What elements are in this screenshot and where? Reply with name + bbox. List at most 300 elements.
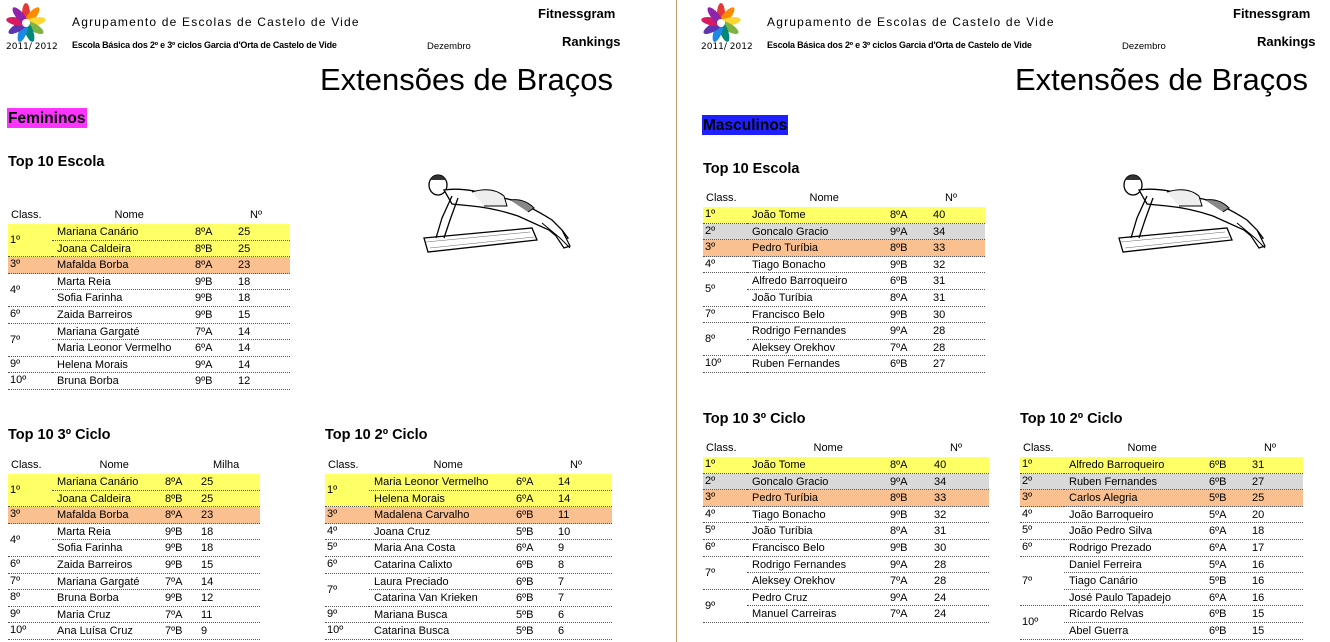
class-name: 7ºA — [890, 341, 908, 354]
score-value: 25 — [1252, 492, 1265, 505]
ranking-table-ciclo3 — [8, 457, 260, 640]
table-row — [747, 457, 989, 474]
score-value: 14 — [238, 358, 251, 371]
page-title: Extensões de Braços — [320, 62, 613, 97]
class-name: 9ºB — [195, 375, 213, 388]
column-header: Nome — [114, 209, 144, 221]
class-name: 9ºA — [890, 325, 908, 338]
score-value: 27 — [933, 358, 946, 371]
class-name: 8ºB — [890, 492, 908, 505]
rank-group — [703, 540, 989, 557]
table-row — [747, 356, 985, 373]
score-value: 10 — [558, 525, 571, 538]
page-masculinos — [695, 0, 1330, 642]
rank-group — [8, 623, 260, 640]
table-row — [52, 607, 260, 624]
rank-position: 6º — [8, 557, 52, 574]
score-value: 16 — [1252, 591, 1265, 604]
class-name: 5ºA — [1209, 508, 1227, 521]
section-title-ciclo3: Top 10 3º Ciclo — [8, 427, 111, 443]
table-header — [1020, 440, 1303, 457]
student-name: Francisco Belo — [752, 308, 825, 321]
org-name: Agrupamento de Escolas de Castelo de Vide — [72, 15, 360, 29]
class-name: 6ºB — [1209, 608, 1227, 621]
class-name: 6ºB — [516, 575, 534, 588]
rank-position: 10º — [703, 356, 747, 373]
rank-position: 2º — [1020, 474, 1064, 491]
rank-position: 7º — [8, 324, 52, 357]
class-name: 8ºA — [890, 291, 908, 304]
ranking-table-ciclo3 — [703, 440, 989, 623]
class-name: 9ºA — [890, 591, 908, 604]
rank-group — [703, 490, 989, 507]
class-name: 8ºA — [195, 259, 213, 272]
class-name: 9ºB — [890, 258, 908, 271]
column-header: Nº — [250, 209, 262, 221]
rank-group — [1020, 474, 1303, 491]
score-value: 9 — [558, 542, 565, 555]
score-value: 14 — [558, 476, 571, 488]
rank-group — [325, 524, 612, 541]
student-name: Mariana Canário — [57, 226, 139, 238]
score-value: 33 — [934, 492, 947, 505]
score-value: 14 — [201, 575, 214, 588]
score-value: 27 — [1252, 475, 1265, 488]
rank-group — [8, 574, 260, 591]
rank-position: 6º — [325, 557, 369, 574]
gender-label: Femininos — [8, 110, 86, 127]
school-name: Escola Básica dos 2º e 3º ciclos Garcia d'Orta de Castelo de Vide — [72, 40, 337, 50]
rank-position: 7º — [8, 574, 52, 591]
class-name: 8ºA — [890, 209, 908, 221]
rank-position: 2º — [703, 474, 747, 491]
school-year: 2011/ 2012 — [701, 42, 753, 52]
score-value: 15 — [1252, 608, 1265, 621]
score-value: 9 — [201, 625, 208, 638]
score-value: 16 — [1252, 575, 1265, 588]
rank-group — [703, 590, 989, 623]
rank-position: 4º — [703, 507, 747, 524]
class-name: 8ºB — [165, 492, 183, 505]
rank-group — [703, 523, 989, 540]
section-title-escola: Top 10 Escola — [8, 154, 105, 170]
rank-group — [325, 474, 612, 507]
column-header: Milha — [213, 459, 240, 471]
table-row — [52, 307, 290, 324]
rank-position: 6º — [703, 540, 747, 557]
rank-group — [8, 257, 290, 274]
student-name: Maria Ana Costa — [374, 542, 456, 555]
rank-group — [8, 324, 290, 357]
score-value: 7 — [558, 575, 565, 588]
student-name: Tiago Canário — [1069, 575, 1138, 588]
rank-group — [703, 257, 985, 274]
table-header — [703, 440, 989, 457]
rank-group — [703, 457, 989, 474]
class-name: 9ºB — [890, 308, 908, 321]
rank-position: 3º — [703, 240, 747, 257]
table-row — [1064, 474, 1303, 491]
rank-group — [703, 507, 989, 524]
score-value: 17 — [1252, 541, 1265, 554]
student-name: Mariana Canário — [57, 476, 139, 488]
class-name: 6ºB — [516, 509, 534, 522]
class-name: 9ºB — [165, 542, 183, 555]
column-header: Nome — [813, 442, 843, 454]
class-name: 8ºA — [890, 459, 908, 471]
table-row — [747, 307, 985, 324]
student-name: Sofia Farinha — [57, 292, 123, 305]
rank-position: 4º — [1020, 507, 1064, 524]
table-row — [747, 224, 985, 241]
class-name: 9ºB — [195, 308, 213, 321]
student-name: Ricardo Relvas — [1069, 608, 1144, 621]
student-name: Marta Reia — [57, 525, 111, 538]
rank-group — [1020, 523, 1303, 540]
table-row — [747, 557, 989, 574]
student-name: Ruben Fernandes — [1069, 475, 1158, 488]
table-header — [325, 457, 612, 474]
rankings-label: Rankings — [1257, 34, 1316, 49]
student-name: Joana Caldeira — [57, 242, 131, 255]
rank-position: 5º — [703, 273, 747, 306]
rank-position: 1º — [1020, 457, 1064, 474]
rank-position: 1º — [703, 207, 747, 224]
student-name: Catarina Van Krieken — [374, 592, 478, 605]
class-name: 7ºA — [165, 608, 183, 621]
rank-group — [8, 307, 290, 324]
class-name: 6ºB — [890, 275, 908, 288]
class-name: 5ºB — [1209, 492, 1227, 505]
month-label: Dezembro — [1122, 41, 1166, 52]
table-row — [52, 324, 290, 341]
score-value: 18 — [238, 275, 251, 288]
class-name: 5ºB — [516, 525, 534, 538]
school-logo-icon — [701, 3, 741, 43]
class-name: 6ºA — [195, 342, 213, 355]
student-name: Aleksey Orekhov — [752, 575, 836, 588]
column-header: Class. — [706, 442, 737, 454]
student-name: Daniel Ferreira — [1069, 558, 1142, 571]
student-name: Francisco Belo — [752, 541, 825, 554]
class-name: 6ºA — [516, 492, 534, 505]
rank-position: 8º — [703, 323, 747, 356]
student-name: João Barroqueiro — [1069, 508, 1154, 521]
rank-position: 9º — [703, 590, 747, 623]
student-name: Mafalda Borba — [57, 509, 129, 522]
rank-position: 7º — [325, 574, 369, 607]
class-name: 5ºB — [1209, 575, 1227, 588]
table-row — [369, 574, 612, 591]
table-row — [747, 290, 985, 307]
column-header: Nome — [99, 459, 129, 471]
score-value: 31 — [933, 275, 946, 288]
table-row — [747, 240, 985, 257]
table-row — [747, 490, 989, 507]
class-name: 8ºA — [165, 509, 183, 522]
score-value: 34 — [934, 475, 947, 488]
table-header — [8, 207, 290, 224]
table-row — [52, 357, 290, 374]
rank-position: 10º — [325, 623, 369, 640]
class-name: 6ºA — [1209, 525, 1227, 538]
rank-position: 3º — [8, 257, 52, 274]
student-name: José Paulo Tapadejo — [1069, 591, 1171, 604]
table-row — [369, 557, 612, 574]
table-row — [52, 224, 290, 241]
rank-position: 9º — [8, 607, 52, 624]
student-name: Alfredo Barroqueiro — [752, 275, 848, 288]
student-name: Rodrigo Fernandes — [752, 325, 847, 338]
table-row — [52, 373, 290, 390]
score-value: 32 — [934, 508, 947, 521]
student-name: Helena Morais — [374, 492, 445, 505]
score-value: 16 — [1252, 558, 1265, 571]
class-name: 9ºB — [195, 275, 213, 288]
table-row — [747, 523, 989, 540]
score-value: 18 — [1252, 525, 1265, 538]
score-value: 18 — [238, 292, 251, 305]
school-year: 2011/ 2012 — [6, 42, 58, 52]
class-name: 6ºB — [516, 592, 534, 605]
score-value: 8 — [558, 558, 565, 571]
rank-position: 7º — [703, 307, 747, 324]
table-row — [369, 524, 612, 541]
class-name: 6ºA — [1209, 591, 1227, 604]
score-value: 31 — [934, 525, 947, 538]
column-header: Nº — [1264, 442, 1276, 454]
class-name: 6ºB — [1209, 475, 1227, 488]
rank-position: 1º — [325, 474, 369, 507]
rankings-label: Rankings — [562, 34, 621, 49]
rank-position: 10º — [8, 623, 52, 640]
rank-position: 10º — [1020, 606, 1064, 639]
student-name: Helena Morais — [57, 358, 128, 371]
table-row — [747, 606, 989, 623]
class-name: 8ºA — [890, 525, 908, 538]
table-row — [52, 507, 260, 524]
score-value: 32 — [933, 258, 946, 271]
score-value: 12 — [238, 375, 251, 388]
table-row — [747, 573, 989, 590]
student-name: Goncalo Gracio — [752, 225, 829, 238]
table-row — [52, 340, 290, 357]
table-row — [52, 540, 260, 557]
score-value: 25 — [201, 492, 214, 505]
score-value: 15 — [201, 558, 214, 571]
section-title-ciclo3: Top 10 3º Ciclo — [703, 411, 806, 427]
table-row — [52, 557, 260, 574]
score-value: 31 — [933, 291, 946, 304]
student-name: Tiago Bonacho — [752, 258, 826, 271]
table-row — [52, 590, 260, 607]
student-name: Marta Reia — [57, 275, 111, 288]
table-row — [52, 290, 290, 307]
rank-group — [703, 323, 985, 356]
score-value: 33 — [933, 242, 946, 255]
score-value: 28 — [933, 325, 946, 338]
score-value: 30 — [934, 541, 947, 554]
score-value: 25 — [238, 242, 251, 255]
score-value: 7 — [558, 592, 565, 605]
table-row — [52, 241, 290, 258]
student-name: Abel Guerra — [1069, 624, 1129, 637]
rank-group — [1020, 606, 1303, 639]
table-row — [52, 524, 260, 541]
rank-group — [325, 507, 612, 524]
student-name: Maria Leonor Vermelho — [374, 476, 489, 488]
class-name: 6ºA — [516, 542, 534, 555]
rank-group — [1020, 507, 1303, 524]
rank-group — [703, 557, 989, 590]
score-value: 11 — [558, 509, 570, 522]
student-name: João Turíbia — [752, 291, 813, 304]
student-name: João Tome — [752, 459, 806, 471]
class-name: 7ºA — [165, 575, 183, 588]
class-name: 9ºB — [195, 292, 213, 305]
student-name: Manuel Carreiras — [752, 608, 837, 621]
score-value: 40 — [934, 459, 947, 471]
rank-group — [8, 373, 290, 390]
rank-group — [325, 607, 612, 624]
rank-position: 10º — [8, 373, 52, 390]
page-title: Extensões de Braços — [1015, 62, 1308, 97]
student-name: Bruna Borba — [57, 375, 119, 388]
rank-group — [8, 474, 260, 507]
student-name: Zaida Barreiros — [57, 558, 133, 571]
table-row — [747, 323, 985, 340]
gender-label: Masculinos — [703, 117, 788, 134]
table-row — [52, 623, 260, 640]
rank-group — [703, 474, 989, 491]
column-header: Class. — [11, 209, 42, 221]
student-name: Alfredo Barroqueiro — [1069, 459, 1165, 471]
rank-position: 3º — [703, 490, 747, 507]
table-row — [1064, 507, 1303, 524]
section-title-escola: Top 10 Escola — [703, 161, 800, 177]
table-row — [52, 274, 290, 291]
student-name: Bruna Borba — [57, 592, 119, 605]
table-row — [747, 590, 989, 607]
table-row — [747, 257, 985, 274]
rank-group — [1020, 457, 1303, 474]
pushup-illustration-icon — [412, 168, 577, 260]
table-row — [1064, 573, 1303, 590]
rank-group — [8, 590, 260, 607]
table-row — [369, 540, 612, 557]
table-row — [747, 273, 985, 290]
school-logo-icon — [6, 3, 46, 43]
student-name: Maria Cruz — [57, 608, 111, 621]
score-value: 6 — [558, 625, 565, 638]
score-value: 23 — [201, 509, 214, 522]
student-name: João Pedro Silva — [1069, 525, 1153, 538]
class-name: 5ºA — [1209, 558, 1227, 571]
class-name: 8ºB — [890, 242, 908, 255]
section-title-ciclo2: Top 10 2º Ciclo — [325, 427, 428, 443]
table-row — [52, 257, 290, 274]
student-name: Joana Caldeira — [57, 492, 131, 505]
rank-position: 4º — [8, 524, 52, 557]
table-row — [369, 507, 612, 524]
class-name: 6ºA — [1209, 541, 1227, 554]
table-row — [1064, 557, 1303, 574]
score-value: 40 — [933, 209, 946, 221]
class-name: 9ºA — [890, 475, 908, 488]
rank-position: 9º — [325, 607, 369, 624]
class-name: 9ºA — [890, 558, 908, 571]
rank-position: 9º — [8, 357, 52, 374]
table-row — [1064, 523, 1303, 540]
table-row — [52, 574, 260, 591]
rank-position: 1º — [703, 457, 747, 474]
score-value: 18 — [201, 525, 214, 538]
rank-position: 4º — [703, 257, 747, 274]
score-value: 24 — [934, 591, 947, 604]
rank-group — [8, 607, 260, 624]
rank-position: 3º — [8, 507, 52, 524]
table-row — [747, 207, 985, 224]
column-header: Nº — [950, 442, 962, 454]
column-header: Nome — [433, 459, 463, 471]
org-name: Agrupamento de Escolas de Castelo de Vide — [767, 15, 1055, 29]
column-header: Class. — [11, 459, 42, 471]
score-value: 15 — [238, 308, 251, 321]
rank-position: 1º — [8, 474, 52, 507]
ranking-table-escola — [703, 190, 985, 373]
student-name: Tiago Bonacho — [752, 508, 826, 521]
class-name: 9ºB — [165, 592, 183, 605]
student-name: Ana Luísa Cruz — [57, 625, 133, 638]
class-name: 9ºA — [890, 225, 908, 238]
student-name: Catarina Calixto — [374, 558, 453, 571]
student-name: Mariana Busca — [374, 608, 448, 621]
score-value: 11 — [201, 608, 213, 621]
rank-group — [325, 623, 612, 640]
class-name: 7ºA — [890, 575, 908, 588]
student-name: Mariana Gargaté — [57, 575, 140, 588]
fitnessgram-label: Fitnessgram — [1233, 6, 1311, 21]
month-label: Dezembro — [427, 41, 471, 52]
score-value: 14 — [238, 342, 251, 355]
page-divider — [676, 0, 677, 642]
table-row — [369, 623, 612, 640]
page-femininos — [0, 0, 660, 642]
table-row — [52, 474, 260, 491]
ranking-table-ciclo2 — [325, 457, 612, 640]
rank-group — [703, 307, 985, 324]
table-row — [1064, 606, 1303, 623]
column-header: Nome — [1127, 442, 1157, 454]
student-name: Rodrigo Prezado — [1069, 541, 1152, 554]
column-header: Nº — [570, 459, 582, 471]
student-name: Joana Cruz — [374, 525, 431, 538]
table-row — [369, 491, 612, 508]
student-name: Ruben Fernandes — [752, 358, 841, 371]
rank-position: 3º — [325, 507, 369, 524]
student-name: Catarina Busca — [374, 625, 450, 638]
rank-group — [703, 224, 985, 241]
rank-group — [8, 274, 290, 307]
table-row — [1064, 590, 1303, 607]
school-name: Escola Básica dos 2º e 3º ciclos Garcia d'Orta de Castelo de Vide — [767, 40, 1032, 50]
table-row — [747, 540, 989, 557]
class-name: 6ºB — [1209, 624, 1227, 637]
student-name: Zaida Barreiros — [57, 308, 133, 321]
student-name: Pedro Cruz — [752, 591, 808, 604]
ranking-table-escola — [8, 207, 290, 390]
rank-group — [703, 240, 985, 257]
